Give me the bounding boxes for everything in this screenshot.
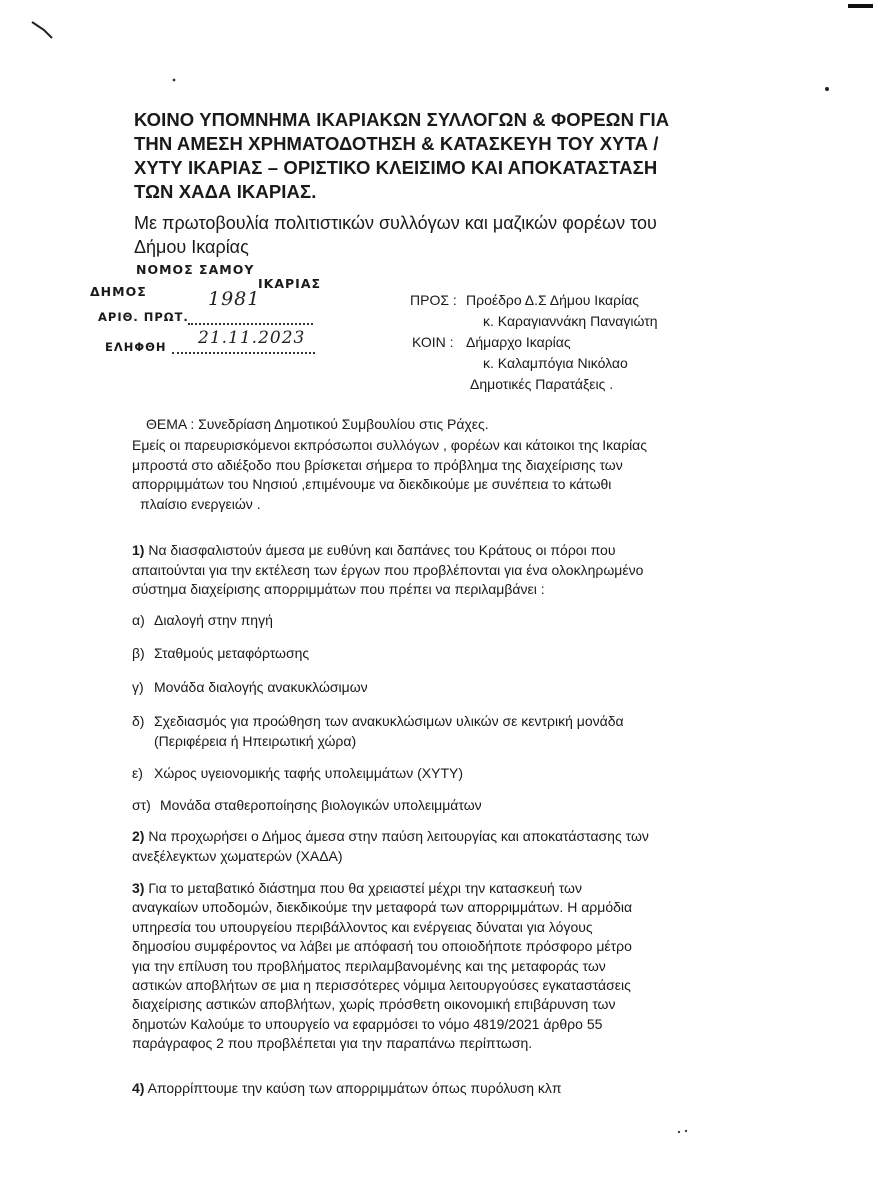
point-number: 4) — [132, 1080, 145, 1096]
list-item-label: στ) — [132, 797, 151, 813]
intro-line: μπροστά στο αδιέξοδο που βρίσκεται σήμερα το πρόβλημα της διαχείρισης των — [132, 456, 623, 473]
list-item-label: β) — [132, 645, 145, 661]
scan-mark-top-left — [30, 18, 54, 40]
title-line: ΤΗΝ ΑΜΕΣΗ ΧΡΗΜΑΤΟΔΟΤΗΣΗ & ΚΑΤΑΣΚΕΥΗ ΤΟΥ ΧΥΤΑ / — [134, 133, 659, 154]
stamp-protocol-label: ΑΡΙΘ. ΠΡΩΤ. — [98, 310, 189, 324]
scan-mark-top-right — [848, 0, 873, 14]
stamp-dotted-line — [172, 352, 315, 354]
point-2 — [132, 827, 732, 866]
point-text: σύστημα διαχείρισης απορριμμάτων που πρέπει να περιλαμβάνει : — [132, 581, 545, 597]
list-item-text: Σχεδιασμός για προώθηση των ανακυκλώσιμων υλικών σε κεντρική μονάδα — [154, 713, 624, 729]
stamp-dimos-label: ΔΗΜΟΣ — [90, 284, 147, 299]
scan-dot — [171, 77, 177, 83]
point-3 — [132, 879, 732, 1054]
point-text: δημοσίου συμφέροντος να λάβει με απόφασή του οποιοδήποτε πρόσφορο μέτρο — [132, 938, 632, 955]
recipient-cc-line: Δημοτικές Παρατάξεις . — [470, 376, 614, 392]
point-text: υπηρεσία του υπουργείου περιβάλλοντος και ενέργειας δύναται για λόγους — [132, 918, 593, 935]
stamp-dotted-line — [188, 323, 313, 325]
document-subtitle — [134, 211, 744, 259]
subtitle-line: Δήμου Ικαρίας — [134, 237, 249, 257]
recipient-cc-line: Δήμαρχο Ικαρίας — [466, 334, 571, 350]
list-item-text: Μονάδα διαλογής ανακυκλώσιμων — [154, 679, 368, 695]
recipient-to-label: ΠΡΟΣ : — [410, 292, 457, 308]
list-item-label: δ) — [132, 713, 145, 729]
list-item-label: γ) — [132, 679, 144, 695]
intro-paragraph — [132, 436, 732, 514]
subtitle-line: Με πρωτοβουλία πολιτιστικών συλλόγων και μαζικών φορέων του — [134, 213, 657, 233]
protocol-stamp — [90, 262, 360, 362]
intro-line: πλαίσιο ενεργειών . — [140, 495, 261, 512]
subject-line: ΘΕΜΑ : Συνεδρίαση Δημοτικού Συμβουλίου στις Ράχες. — [146, 416, 489, 432]
list-item-text: Χώρος υγειονομικής ταφής υπολειμμάτων (ΧΥΤΥ) — [154, 765, 464, 781]
point-number: 1) — [132, 542, 145, 558]
stamp-protocol-number: 1981 — [208, 288, 261, 310]
point-text: δημοτών Καλούμε το υπουργείο να εφαρμόσει το νόμο 4819/2021 άρθρο 55 — [132, 1015, 603, 1032]
point-text: απαιτούνται για την εκτέλεση των έργων που προβλέπονται για ένα ολοκληρωμένο — [132, 561, 644, 578]
scan-dot — [823, 85, 831, 93]
title-line: ΚΟΙΝΟ ΥΠΟΜΝΗΜΑ ΙΚΑΡΙΑΚΩΝ ΣΥΛΛΟΓΩΝ & ΦΟΡΕΩΝ ΓΙΑ — [134, 109, 670, 130]
point-text: διαχείρισης αστικών αποβλήτων, χωρίς πρόσθετη οικονομική επιβάρυνση των — [132, 996, 616, 1013]
list-item-text: Σταθμούς μεταφόρτωσης — [154, 645, 310, 661]
point-text: Να προχωρήσει ο Δήμος άμεσα στην παύση λειτουργίας και αποκατάστασης των — [144, 828, 649, 844]
document-title — [134, 108, 744, 204]
point-text: ανεξέλεγκτων χωματερών (ΧΑΔΑ) — [132, 847, 343, 864]
recipient-cc-label: ΚΟΙΝ : — [412, 334, 454, 350]
list-item-text: (Περιφέρεια ή Ηπειρωτική χώρα) — [154, 732, 357, 749]
point-text: Να διασφαλιστούν άμεσα με ευθύνη και δαπάνες του Κράτους οι πόροι που — [144, 542, 616, 558]
list-item-text: Μονάδα σταθεροποίησης βιολογικών υπολειμμάτων — [160, 797, 482, 813]
point-text: αναγκαίων υποδομών, διεκδικούμε την μεταφορά των απορριμμάτων. Η αρμόδια — [132, 899, 633, 916]
point-number: 2) — [132, 828, 145, 844]
intro-line: απορριμμάτων του Νησιού ,επιμένουμε να διεκδικούμε με συνέπεια το κάτωθι — [132, 476, 612, 492]
recipient-to-line: κ. Καραγιαννάκη Παναγιώτη — [483, 313, 658, 329]
list-item-text: Διαλογή στην πηγή — [154, 612, 273, 628]
title-line: ΧΥΤΥ ΙΚΑΡΙΑΣ – ΟΡΙΣΤΙΚΟ ΚΛΕΙΣΙΜΟ ΚΑΙ ΑΠΟΚΑΤΑΣΤΑΣΗ — [134, 157, 658, 178]
title-line: ΤΩΝ ΧΑΔΑ ΙΚΑΡΙΑΣ. — [134, 181, 317, 202]
point-text: αστικών αποβλήτων σε μια η περισσότερες νόμιμα λειτουργούσες εγκαταστάσεις — [132, 977, 631, 994]
list-item-label: α) — [132, 612, 145, 628]
recipient-to-line: Προέδρο Δ.Σ Δήμου Ικαρίας — [466, 292, 640, 308]
point-1 — [132, 541, 732, 600]
list-item-label: ε) — [132, 765, 143, 781]
point-4 — [132, 1079, 732, 1099]
point-text: Για το μεταβατικό διάστημα που θα χρειαστεί μέχρι την κατασκευή των — [144, 880, 582, 896]
stamp-dimos-name: ΙΚΑΡΙΑΣ — [258, 276, 322, 291]
intro-line: Εμείς οι παρευρισκόμενοι εκπρόσωποι συλλόγων , φορέων και κάτοικοι της Ικαρίας — [132, 437, 648, 453]
point-number: 3) — [132, 880, 145, 896]
stamp-nomos: ΝΟΜΟΣ ΣΑΜΟΥ — [136, 262, 255, 277]
recipient-cc-line: κ. Καλαμπόγια Νικόλαο — [483, 355, 628, 371]
scan-dot — [676, 1128, 690, 1136]
stamp-received-date: 21.11.2023 — [198, 328, 306, 348]
point-text: Απορρίπτουμε την καύση των απορριμμάτων όπως πυρόλυση κλπ — [144, 1080, 562, 1096]
stamp-received-label: ΕΛΗΦΘΗ — [105, 340, 167, 354]
point-text: για την επίλυση του προβλήματος περιλαμβανομένης και της μεταφοράς των — [132, 957, 606, 974]
point-text: παράγραφος 2 που προβλέπεται για την παραπάνω περίπτωση. — [132, 1035, 533, 1052]
